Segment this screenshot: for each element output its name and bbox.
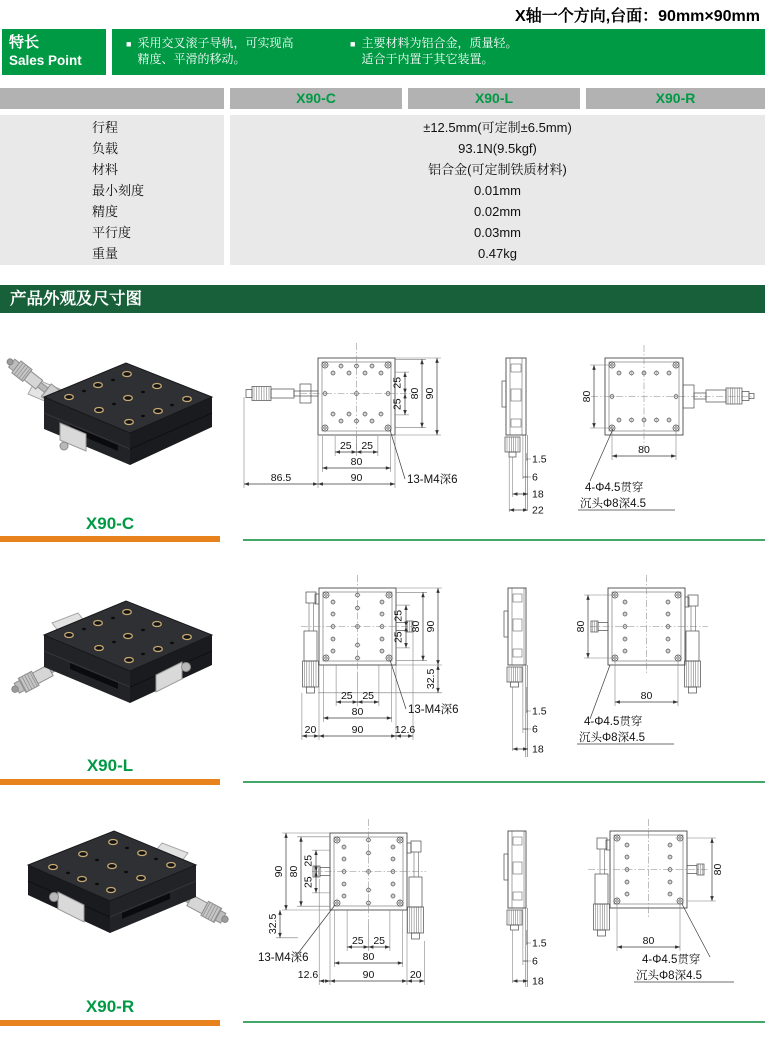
spec-row-label: 平行度 <box>92 225 132 240</box>
dim-label: 90 <box>424 387 436 400</box>
thread-note: 13-M4深6 <box>258 952 309 964</box>
dim-label: 80 <box>288 865 300 878</box>
side-view-x90-l <box>504 588 547 757</box>
spec-row-value: ±12.5mm(可定制±6.5mm) <box>423 120 572 135</box>
dim-label: 80 <box>351 706 364 718</box>
dim-label: 20 <box>304 724 317 736</box>
orange-divider <box>0 779 220 785</box>
dim-label: 90 <box>351 724 364 736</box>
bullet-1-line-1: 采用交叉滚子导轨，可实现高 <box>137 36 294 50</box>
dim-label: 6 <box>532 955 538 968</box>
side-view-x90-r <box>504 831 547 988</box>
spec-label-column <box>0 115 224 265</box>
dim-label: 90 <box>425 620 437 633</box>
side-view-x90-c <box>502 358 547 517</box>
spec-header-x90r: X90-R <box>586 88 765 109</box>
spec-row-value: 0.47kg <box>477 246 518 261</box>
dim-label: 25 <box>391 398 404 411</box>
bottom-view-x90-l <box>575 575 708 744</box>
dim-label: 80 <box>410 620 422 633</box>
dim-label: 80 <box>575 620 587 633</box>
dim-label: 25 <box>392 631 405 644</box>
dim-label: 20 <box>409 969 422 981</box>
dim-label: 80 <box>350 456 363 468</box>
product-photo-x90-l <box>6 563 234 749</box>
plan-view-x90-r <box>258 819 426 985</box>
dimension-drawing-x90-r <box>238 791 765 1026</box>
dim-label: 12.6 <box>394 724 416 736</box>
sales-point-bullet-2 <box>350 36 517 67</box>
sales-point-title-en: Sales Point <box>9 53 82 68</box>
dim-label: 6 <box>532 471 538 484</box>
section-title: 产品外观及尺寸图 <box>0 285 765 313</box>
spec-header-x90c: X90-C <box>230 88 402 109</box>
dim-label: 80 <box>581 390 593 403</box>
dim-label: 25 <box>302 876 315 889</box>
bottom-view-x90-r <box>588 819 734 982</box>
hole-note-line2: 沉头Φ8深4.5 <box>636 970 703 982</box>
spec-row-label: 材料 <box>92 162 119 177</box>
spec-row-value: 0.01mm <box>474 183 521 198</box>
dim-label: 80 <box>640 690 653 702</box>
dim-label: 90 <box>362 969 375 981</box>
bullet-square-icon: ■ <box>350 39 356 49</box>
dim-label: 80 <box>409 387 421 400</box>
dim-label: 25 <box>362 690 375 702</box>
green-divider <box>243 781 765 783</box>
bottom-view-x90-c <box>578 345 754 510</box>
model-label-x90-r: X90-R <box>85 997 135 1016</box>
dimension-drawing-x90-l <box>238 561 765 776</box>
dim-label: 86.5 <box>270 472 292 484</box>
spec-row-value: 0.03mm <box>474 225 521 240</box>
spec-value-column <box>230 115 765 265</box>
spec-row-value: 铝合金(可定制铁质材料) <box>428 162 567 177</box>
spec-row-label: 精度 <box>92 204 119 219</box>
sales-point-title-cn: 特长 <box>9 34 40 51</box>
product-photo-x90-r <box>6 793 234 979</box>
plan-view-x90-c <box>244 343 458 488</box>
plan-view-x90-l <box>301 575 459 740</box>
hole-note-line1: 4-Φ4.5贯穿 <box>584 716 643 728</box>
spec-row-label: 负载 <box>92 141 119 156</box>
spec-row-label: 重量 <box>92 246 119 261</box>
model-label-x90-l: X90-L <box>86 756 134 775</box>
dim-label: 18 <box>532 975 544 988</box>
green-divider <box>243 539 765 541</box>
dim-label: 32.5 <box>425 668 437 690</box>
dim-label: 80 <box>362 951 375 963</box>
dim-label: 25 <box>302 854 315 867</box>
dim-label: 12.6 <box>297 969 319 981</box>
dim-label: 1.5 <box>532 937 547 950</box>
spec-row-value: 93.1N(9.5kgf) <box>458 141 537 156</box>
bullet-1-line-2: 精度、平滑的移动。 <box>137 51 246 66</box>
model-label-x90-c: X90-C <box>85 514 135 533</box>
spec-row-label: 行程 <box>92 120 119 135</box>
dim-label: 22 <box>532 504 544 517</box>
thread-note: 13-M4深6 <box>407 474 458 486</box>
hole-note-line1: 4-Φ4.5贯穿 <box>585 482 644 494</box>
spec-row-label: 最小刻度 <box>92 183 145 198</box>
dim-label: 18 <box>532 743 544 756</box>
hole-note-line2: 沉头Φ8深4.5 <box>579 732 646 744</box>
bullet-2-line-2: 适合于内置于其它装置。 <box>361 51 494 66</box>
product-photo-x90-c <box>6 333 234 505</box>
dim-label: 90 <box>273 865 285 878</box>
page-title: X轴一个方向,台面：90mm×90mm <box>515 8 760 25</box>
spec-header-blank <box>0 88 224 109</box>
dim-label: 25 <box>361 440 374 452</box>
dim-label: 25 <box>391 376 404 389</box>
hole-note-line2: 沉头Φ8深4.5 <box>580 498 647 510</box>
dim-label: 25 <box>392 609 405 622</box>
spec-row-value: 0.02mm <box>474 204 521 219</box>
green-divider <box>243 1021 765 1023</box>
dim-label: 25 <box>351 935 364 947</box>
dimension-drawing-x90-c <box>238 333 765 523</box>
hole-note-line1: 4-Φ4.5贯穿 <box>642 954 701 966</box>
bullet-square-icon: ■ <box>126 39 132 49</box>
dim-label: 18 <box>532 488 544 501</box>
sales-point-banner <box>112 29 765 75</box>
dim-label: 32.5 <box>267 913 279 935</box>
thread-note: 13-M4深6 <box>408 704 459 716</box>
spec-header-x90l: X90-L <box>408 88 580 109</box>
dim-label: 80 <box>642 935 655 947</box>
orange-divider <box>0 1020 220 1026</box>
dim-label: 80 <box>638 444 650 456</box>
dim-label: 6 <box>532 723 538 736</box>
dim-label: 25 <box>340 690 353 702</box>
bullet-2-line-1: 主要材料为铝合金，质量轻。 <box>361 36 518 50</box>
dim-label: 80 <box>712 863 724 876</box>
sales-point-bullet-1 <box>126 36 293 67</box>
sales-point-header <box>2 29 106 75</box>
dim-label: 1.5 <box>532 705 547 718</box>
dim-label: 25 <box>339 440 352 452</box>
orange-divider <box>0 536 220 542</box>
dim-label: 25 <box>373 935 386 947</box>
dim-label: 90 <box>350 472 363 484</box>
dim-label: 1.5 <box>532 453 547 466</box>
